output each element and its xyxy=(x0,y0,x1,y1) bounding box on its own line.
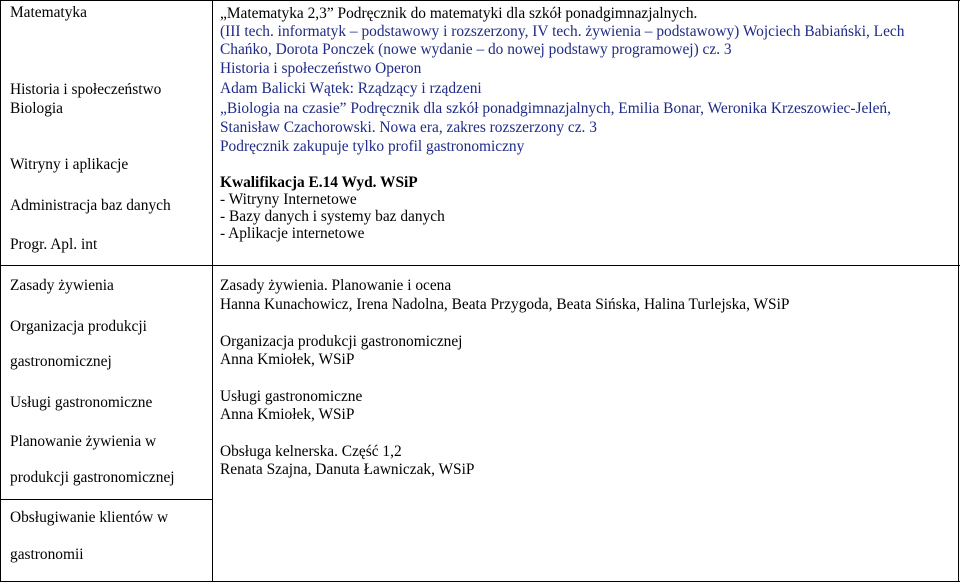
subject-organizacja-2: gastronomicznej xyxy=(10,353,112,370)
table-border-top xyxy=(0,0,960,1)
subject-obslugiwanie-2: gastronomii xyxy=(10,546,84,563)
subject-obslugiwanie-1: Obsługiwanie klientów w xyxy=(10,509,169,526)
qualification-heading: Kwalifikacja E.14 Wyd. WSiP xyxy=(220,174,418,191)
book-math-line-3: Chańko, Dorota Ponczek (nowe wydanie – do nowej podstawy programowej) cz. 3 xyxy=(220,41,732,58)
row-divider-2 xyxy=(0,499,212,500)
book-bio-line-2: Stanisław Czachorowski. Nowa era, zakres rozszerzony cz. 3 xyxy=(220,119,597,136)
book-uslugi-author: Anna Kmiołek, WSiP xyxy=(220,406,355,423)
book-uslugi-title: Usługi gastronomiczne xyxy=(220,388,363,405)
subject-witryny: Witryny i aplikacje xyxy=(10,156,129,173)
subject-uslugi: Usługi gastronomiczne xyxy=(10,394,153,411)
book-zasady-title: Zasady żywienia. Planowanie i ocena xyxy=(220,277,452,294)
book-organizacja-title: Organizacja produkcji gastronomicznej xyxy=(220,333,463,350)
subject-historia: Historia i społeczeństwo xyxy=(10,81,162,98)
subject-planowanie-2: produkcji gastronomicznej xyxy=(10,469,175,486)
book-hist-line-2: Adam Balicki Wątek: Rządzący i rządzeni xyxy=(220,80,482,97)
row-divider-1 xyxy=(0,265,960,266)
book-aplikacje: - Aplikacje internetowe xyxy=(220,225,365,242)
subject-administracja: Administracja baz danych xyxy=(10,197,171,214)
subject-planowanie-1: Planowanie żywienia w xyxy=(10,433,157,450)
book-organizacja-author: Anna Kmiołek, WSiP xyxy=(220,351,355,368)
subject-zasady-zywienia: Zasady żywienia xyxy=(10,277,114,294)
book-math-line-1: „Matematyka 2,3” Podręcznik do matematyki dla szkół ponadgimnazjalnych. xyxy=(220,5,698,22)
book-zasady-authors: Hanna Kunachowicz, Irena Nadolna, Beata Przygoda, Beata Sińska, Halina Turlejska, WSiP xyxy=(220,296,790,313)
book-kelnerska-title: Obsługa kelnerska. Część 1,2 xyxy=(220,443,402,460)
book-bio-note: Podręcznik zakupuje tylko profil gastronomiczny xyxy=(220,138,525,155)
table-border-right xyxy=(958,0,959,582)
subject-progr-apl: Progr. Apl. int xyxy=(10,236,98,253)
table-border-bottom xyxy=(0,581,960,582)
book-kelnerska-authors: Renata Szajna, Danuta Ławniczak, WSiP xyxy=(220,461,475,478)
book-witryny: - Witryny Internetowe xyxy=(220,191,357,208)
book-math-line-2: (III tech. informatyk – podstawowy i rozszerzony, IV tech. żywienia – podstawowy) Wojciech Babiański, Lech xyxy=(220,23,905,40)
book-bio-line-1: „Biologia na czasie” Podręcznik dla szkół ponadgimnazjalnych, Emilia Bonar, Weronika Krzeszowiec-Jeleń, xyxy=(220,100,891,117)
subject-matematyka: Matematyka xyxy=(10,4,87,21)
table-border-left xyxy=(0,0,1,582)
book-bazy-danych: - Bazy danych i systemy baz danych xyxy=(220,208,445,225)
book-hist-line-1: Historia i społeczeństwo Operon xyxy=(220,60,422,77)
subject-biologia: Biologia xyxy=(10,100,64,117)
column-divider xyxy=(212,0,213,582)
subject-organizacja-1: Organizacja produkcji xyxy=(10,318,147,335)
